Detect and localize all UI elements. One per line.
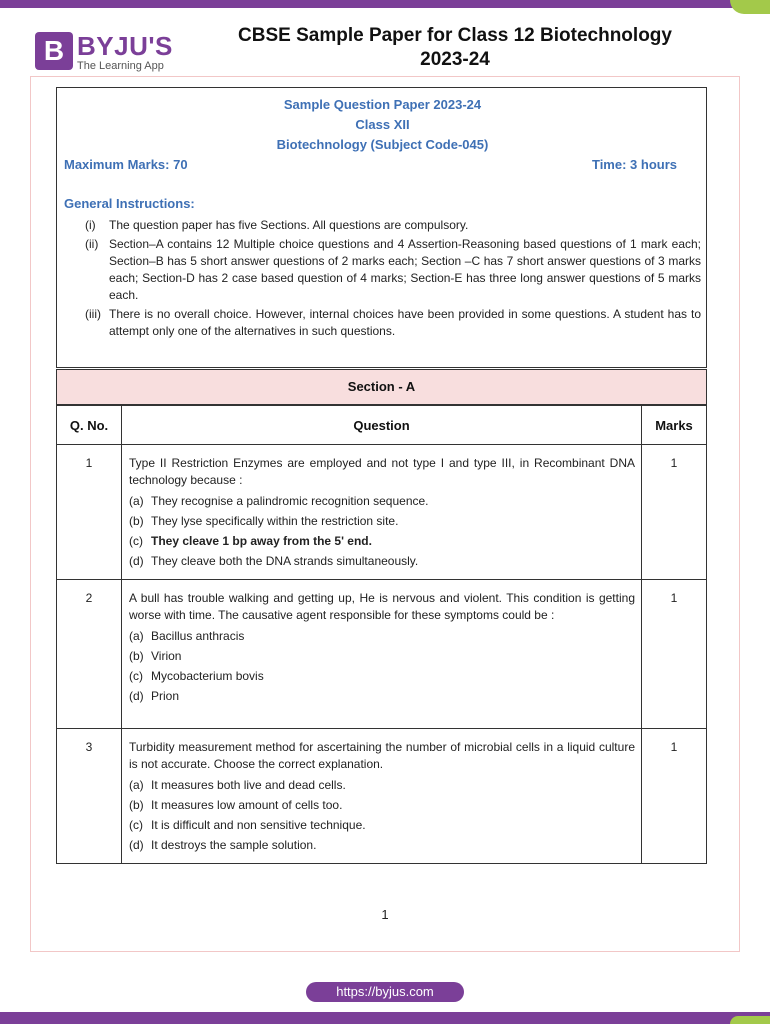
option-text: Bacillus anthracis [151, 629, 245, 643]
paper-info-box [56, 87, 707, 368]
instruction-text: The question paper has five Sections. All questions are compulsory. [109, 218, 469, 232]
document-title-line2: 2023-24 [420, 49, 490, 70]
option [129, 666, 635, 686]
option-label: (b) [129, 798, 144, 812]
option-label: (d) [129, 838, 144, 852]
option-label: (c) [129, 534, 143, 548]
questions-table [56, 405, 707, 864]
option-label: (b) [129, 514, 144, 528]
instruction-item [85, 306, 701, 340]
option-label: (a) [129, 494, 144, 508]
question-cell [122, 729, 642, 864]
time-allowed: Time: 3 hours [591, 157, 677, 172]
option-text: It destroys the sample solution. [151, 838, 317, 852]
option [129, 511, 635, 531]
option [129, 835, 635, 855]
option-text: They cleave both the DNA strands simultaneously. [151, 554, 419, 568]
question-number: 3 [57, 729, 122, 864]
logo-tagline: The Learning App [77, 60, 164, 72]
logo-name: BYJU'S [77, 31, 173, 61]
column-header-question: Question [122, 406, 642, 445]
question-text: Turbidity measurement method for ascertaining the number of microbial cells in a liquid culture is not accurate. Choose the correct explanation. [129, 740, 635, 771]
option [129, 775, 635, 795]
question-marks: 1 [642, 445, 707, 580]
top-accent-tab [730, 0, 770, 14]
maximum-marks: Maximum Marks: 70 [64, 157, 188, 172]
question-text: A bull has trouble walking and getting up, He is nervous and violent. This condition is getting worse with time. The causative agent responsible for these symptoms could be : [129, 591, 635, 622]
logo-badge: B [35, 32, 73, 70]
option [129, 646, 635, 666]
option-text: Mycobacterium bovis [151, 669, 264, 683]
page-number: 1 [381, 907, 389, 922]
option-text: They recognise a palindromic recognition sequence. [151, 494, 429, 508]
paper-title: Sample Question Paper 2023-24 [283, 97, 482, 112]
table-row [57, 445, 707, 580]
question-number: 2 [57, 580, 122, 729]
option-label: (c) [129, 669, 143, 683]
column-header-marks: Marks [642, 406, 707, 445]
instructions-title: General Instructions: [64, 196, 195, 211]
document-title-line1: CBSE Sample Paper for Class 12 Biotechnology [238, 25, 672, 46]
option [129, 795, 635, 815]
option-label: (d) [129, 689, 144, 703]
option [129, 686, 635, 706]
instruction-item [85, 236, 701, 304]
column-header-qno: Q. No. [57, 406, 122, 445]
question-marks: 1 [642, 580, 707, 729]
bottom-accent-tab [730, 1016, 770, 1024]
top-brand-bar [0, 0, 770, 8]
table-row [57, 580, 707, 729]
option [129, 531, 635, 551]
table-header-row [57, 406, 707, 445]
question-cell [122, 580, 642, 729]
option-label: (b) [129, 649, 144, 663]
instruction-text: Section–A contains 12 Multiple choice questions and 4 Assertion-Reasoning based questions of 1 mark each; Section–B has 5 short answer questions of 2 marks each; Section –C has 7 short answer questions of 3 marks each; Section-D has 2 case based question of 4 marks; Section-E has three long answer questions of 5 marks each. [109, 237, 701, 302]
question-number: 1 [57, 445, 122, 580]
instruction-number: (i) [85, 218, 96, 232]
option [129, 815, 635, 835]
paper-class: Class XII [355, 117, 410, 132]
option-text: They cleave 1 bp away from the 5' end. [151, 534, 372, 548]
website-link[interactable]: https://byjus.com [306, 982, 464, 1002]
question-marks: 1 [642, 729, 707, 864]
paper-subject: Biotechnology (Subject Code-045) [276, 137, 489, 152]
option [129, 551, 635, 571]
option [129, 626, 635, 646]
document-title [200, 24, 710, 72]
instruction-number: (iii) [85, 307, 101, 321]
option-text: It measures low amount of cells too. [151, 798, 343, 812]
option [129, 491, 635, 511]
question-cell [122, 445, 642, 580]
option-label: (c) [129, 818, 143, 832]
option-text: It measures both live and dead cells. [151, 778, 346, 792]
option-text: Prion [151, 689, 180, 703]
option-label: (d) [129, 554, 144, 568]
question-text: Type II Restriction Enzymes are employed and not type I and type III, in Recombinant DNA technology because : [129, 456, 635, 487]
instruction-text: There is no overall choice. However, internal choices have been provided in some questions. A student has to attempt only one of the alternatives in such questions. [109, 307, 701, 338]
bottom-brand-bar [0, 1012, 770, 1024]
option-label: (a) [129, 629, 144, 643]
option-text: They lyse specifically within the restriction site. [151, 514, 399, 528]
table-row [57, 729, 707, 864]
instruction-number: (ii) [85, 237, 99, 251]
section-a-header: Section - A [56, 369, 707, 405]
option-label: (a) [129, 778, 144, 792]
byjus-logo[interactable] [35, 32, 173, 72]
option-text: It is difficult and non sensitive technique. [151, 818, 366, 832]
instruction-item [85, 217, 701, 234]
option-text: Virion [151, 649, 182, 663]
